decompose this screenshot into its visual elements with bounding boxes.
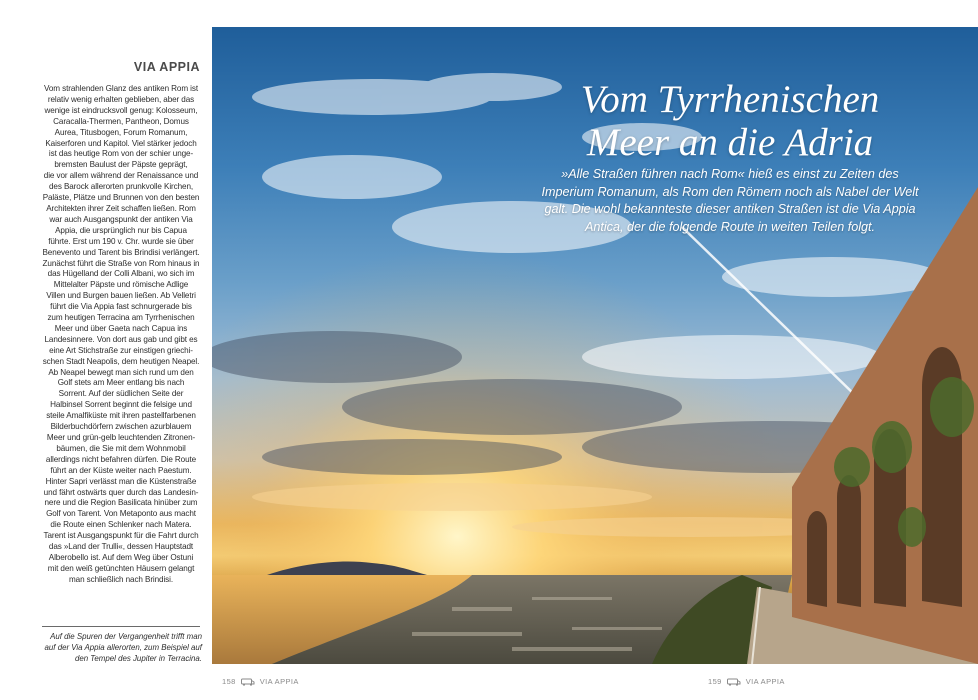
body-text-line: Alberobello ist. Auf dem Weg über Ostuni: [48, 552, 194, 562]
body-text-line: die vor allem während der Renaissance und: [43, 171, 199, 181]
body-text-line: ist das heutige Rom von der schier unge-: [48, 149, 194, 159]
footer-left: [222, 677, 299, 686]
body-text-line: schen Stadt Neapolis, dem heutigen Neapel.: [42, 356, 200, 366]
body-text-line: Bilderbuchdörfern zwischen azurblauem: [50, 422, 192, 432]
body-text-line: des Barock allerorten prunkvolle Kirchen,: [48, 182, 194, 192]
body-text-line: Halbinsel Sorrent beginnt die felsige und: [50, 400, 192, 410]
footer-label-left: VIA APPIA: [259, 677, 299, 686]
body-text-line: eine Art Stichstraße zur einstigen griechi-: [49, 345, 193, 355]
intro-line: Antica, der die folgende Route in weiten Teilen folgt.: [584, 219, 876, 234]
headline: [545, 78, 915, 164]
body-text-line: Vom strahlenden Glanz des antiken Rom ist: [44, 84, 198, 93]
body-text: [40, 84, 202, 586]
body-text-line: man schließlich nach Brindisi.: [68, 574, 174, 584]
caption-line: auf der Via Appia allerorten, zum Beispiel auf: [44, 642, 202, 652]
section-title: VIA APPIA: [133, 60, 200, 74]
intro-line: Imperium Romanum, als Rom den Römern noch als Nabel der Welt: [541, 184, 919, 199]
intro-text: [520, 166, 940, 236]
headline-line-2: Meer an die Adria: [586, 121, 874, 164]
footer-right: [708, 677, 785, 686]
camper-van-icon: [727, 678, 741, 686]
body-text-line: Golf von Tarent. Von Metaponto aus macht: [46, 509, 196, 519]
body-text-line: zum heutigen Terracina am Tyrrhenischen: [47, 313, 195, 323]
body-text-line: führt an der Küste weiter nach Paestum.: [50, 465, 192, 475]
body-text-line: Meer und über Gaeta nach Capua ins: [54, 323, 188, 333]
footer-label-right: VIA APPIA: [745, 677, 785, 686]
caption-divider: [42, 626, 200, 627]
body-text-line: Zunächst führt die Straße von Rom hinaus in: [42, 258, 200, 268]
body-text-line: Hinter Sapri verlässt man die Küstenstraße: [45, 476, 197, 486]
body-text-line: Golf stets am Meer entlang bis nach: [57, 378, 185, 388]
body-text-line: wenige ist eindrucksvoll genug: Kolosseum,: [44, 105, 198, 115]
body-text-line: steile Amalfiküste mit ihren pastellfarbenen: [46, 411, 196, 421]
body-text-line: das Hügelland der Colli Albani, wo sich im: [47, 269, 195, 279]
body-text-line: und fährt ostwärts quer durch das Landesin-: [43, 487, 199, 497]
body-text-line: Tarent ist Ausgangspunkt für die Fahrt durch: [43, 531, 199, 541]
page-number-left: 158: [222, 677, 236, 686]
caption-line: Auf die Spuren der Vergangenheit trifft man: [50, 632, 202, 641]
body-text-line: Architekten ihrer Zeit schaffen ließen. Rom: [46, 203, 196, 213]
body-text-line: mit den weiß getünchten Häusern gelangt: [47, 563, 195, 573]
body-text-line: Benevento und Tarent bis Brindisi verlängert.: [42, 247, 200, 257]
body-text-line: war auch Ausgangspunkt der antiken Via: [49, 214, 193, 224]
caption-line: den Tempel des Jupiter in Terracina.: [74, 653, 202, 663]
left-page: [0, 0, 212, 700]
photo-caption: [40, 632, 202, 664]
body-text-line: Villen und Burgen bauen ließen. Ab Velletri: [46, 291, 196, 301]
body-text-line: Paläste, Plätze und Brunnen von den besten: [42, 193, 200, 203]
camper-van-icon: [241, 678, 255, 686]
body-text-line: relativ wenig erhalten geblieben, aber das: [47, 94, 195, 104]
body-text-line: Landesinnere. Von dort aus gab und gibt es: [44, 334, 198, 344]
body-text-line: bremsten Baulust der Päpste geprägt,: [54, 160, 188, 170]
body-text-line: Aurea, Titusbogen, Forum Romanum,: [54, 127, 188, 137]
body-text-line: Sorrent. Auf der südlichen Seite der: [58, 389, 184, 399]
body-text-line: allerdings nicht befahren dürfen. Die Route: [45, 454, 197, 464]
body-text-line: das »Land der Trulli«, dessen Hauptstadt: [48, 542, 194, 552]
intro-line: galt. Die wohl bekannteste dieser antiken Straßen ist die Via Appia: [544, 202, 916, 216]
body-text-line: bäumen, die Sie mit dem Wohnmobil: [56, 443, 186, 453]
body-text-line: Meer und grün-gelb leuchtenden Zitronen-: [46, 433, 196, 442]
body-text-line: führt die Via Appia fast schnurgerade bis: [50, 302, 192, 312]
body-text-line: führte. Erst um 190 v. Chr. wurde sie über: [48, 236, 194, 246]
intro-line: »Alle Straßen führen nach Rom« hieß es einst zu Zeiten des: [561, 167, 899, 181]
headline-line-1: Vom Tyrrhenischen: [580, 78, 880, 121]
body-text-line: nere und die Region Basilicata hinüber zum: [44, 498, 198, 508]
body-text-line: Kaiserforen und Kapitol. Viel stärker jedoch: [45, 138, 197, 148]
body-text-line: Mittelalter Päpste und römische Adlige: [53, 280, 189, 290]
body-text-line: Appia, die ursprünglich nur bis Capua: [55, 225, 187, 235]
page-number-right: 159: [708, 677, 722, 686]
body-text-line: Caracalla-Thermen, Pantheon, Domus: [53, 116, 189, 126]
body-text-line: die Route einen Schlenker nach Matera.: [50, 520, 192, 530]
body-text-line: Ab Neapel bewegt man sich rund um den: [48, 367, 194, 377]
